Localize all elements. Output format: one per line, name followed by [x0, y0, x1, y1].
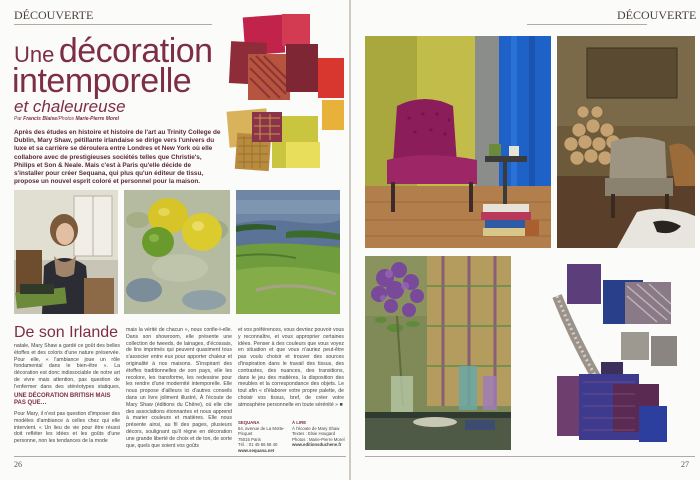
title-word-decoration: décoration	[58, 32, 213, 70]
title-word-intemporelle: intemporelle	[12, 62, 192, 100]
lemons-on-fabric-photo	[124, 190, 230, 314]
footer-rule-right	[365, 456, 695, 457]
column-1-minihead: UNE DÉCORATION BRITISH MAIS PAS QUE…	[14, 393, 111, 406]
page-number-right: 27	[681, 460, 689, 469]
header-rule-left	[14, 24, 212, 25]
fabric-swatches-photo	[226, 14, 346, 186]
mary-shaw-portrait-photo	[14, 190, 118, 314]
column-1-paragraph-2: Pour Mary, il n'est pas question d'imposer des modèles d'ambiance à celles chez qui elle intervient. « Un lieu de vie pour être réussi doit refléter les idées et les goûts d'une personne, non les tendances de la mode	[14, 411, 120, 445]
section-tag-right: DÉCOUVERTE	[617, 8, 697, 22]
left-page	[0, 0, 349, 480]
firewood-room-photo	[557, 36, 695, 248]
footer-rule-left	[14, 456, 346, 457]
contact-sequana: SEQUANA 64, avenue de La Motte-Picquet 75015 Paris Tél. : 01 45 66 58 40 www.sequana.net	[238, 420, 290, 454]
lilac-still-life-photo	[365, 256, 511, 450]
article-intro: Après des études en histoire et histoire de l'art au Trinity College de Dublin, Mary Shaw, pétillante irlandaise se dirige vers l'univers du luxe et sa carrière se déroulera entre Londres et New York où elle collabore avec de prestigieuses sociétés telles que Christie's, Philips et Son & Neale. Mais c'est à Paris qu'elle décide de s'installer pour créer Sequana, qui plus qu'un éditeur de tissu, propose un nouvel esprit coloré et personnel pour la maison.	[14, 129, 221, 186]
irish-landscape-photo	[236, 190, 340, 314]
column-1-paragraph-1: natale, Mary Shaw a gardé ce goût des belles étoffes et des coloris d'une nature préservée. Pour elle, « l'ambiance joue un rôle fondamental dans le bien-être ». La décoration est donc indissociable de notre art de vivre mais attention, pas question de l'enfermer dans des stéréotypes statiques,	[14, 343, 120, 389]
section-tag-left: DÉCOUVERTE	[14, 8, 94, 22]
page-number-left: 26	[14, 460, 22, 469]
header-rule-right	[527, 24, 647, 25]
column-3-text: et vos préférences, vous devriez pouvoir vous y reconnaître, et vous approprier certaines idées. Penser à des couleurs que vous voyez en situation et que vous n'auriez peut-être pas voulu choisir et trouver des sources d'inspiration dans le travail des tissus, des contrastes, des nuances, des transitions, dans le jeu des matières, la disposition des meubles et la correspondance des objets. Le tout afin « d'élaborer votre propre palette, de choisir vos tissus, bref, de créer votre atmosphère personnelle en toute sérénité » ■	[238, 327, 344, 408]
contact-sequana-url[interactable]: www.sequana.net	[238, 447, 275, 453]
byline: Par Francis Blaise/Photos Marie-Pierre Morel	[14, 116, 120, 122]
right-page	[351, 0, 700, 480]
contact-book-url[interactable]: www.editionsduchene.fr	[292, 442, 342, 448]
column-2-text: mais la vérité de chacun », nous confie-t-elle. Dans son showroom, elle présente une collection de tweeds, de lainages, d'écossais, de lins imprimés qui peuvent quasiment tous s'associer entre eux pour apporter chaleur et originalité à nos maisons. S'inspirant des étoffes traditionnelles de son pays, elle les recolore, les transforme, les redessine pour les rendre d'une modernité intemporelle. Elle nous propose d'ailleurs ici d'autres conseils dans un livre joliment illustré, À l'écoute de Mary Shaw (éditions du Chêne), où elle cite des associations étonnantes et nous apprend à marier couleurs et matières. Elle nous présente ainsi, au fil des pages, plusieurs décors, soulignant qu'il règne en décoration une grande liberté de choix et de ton, de sorte que, quels que soient vos goûts	[126, 327, 232, 449]
contact-book: À LIRE À l'écoute de Mary Shaw Textes : Elsie Hougard Photos : Marie-Pierre Morel www.editionsduchene.fr	[292, 420, 345, 448]
title-small-word: Une	[14, 42, 55, 67]
section-subtitle: De son Irlande	[14, 324, 119, 341]
purple-fabric-swatches-photo	[527, 256, 695, 456]
article-subtitle: et chaleureuse	[14, 97, 126, 116]
purple-armchair-room-photo	[365, 36, 551, 248]
